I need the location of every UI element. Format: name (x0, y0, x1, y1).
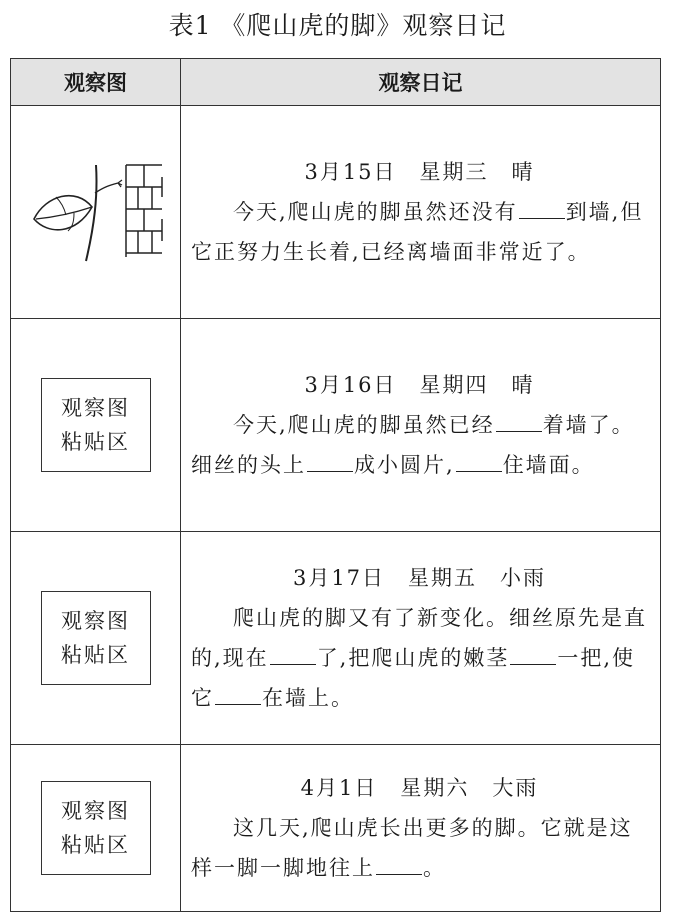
fill-blank[interactable] (456, 451, 502, 472)
ivy-wall-sketch-icon (26, 157, 166, 267)
entry-text: 这几天,爬山虎长出更多的脚。它就是这样一脚一脚地往上 。 (191, 816, 633, 880)
paste-area-box[interactable] (41, 378, 151, 472)
diary-row (11, 106, 661, 319)
paste-label-line1: 观察图 (61, 609, 130, 633)
entry-date: 3月16日 星期四 晴 (304, 373, 535, 397)
observation-image-cell (11, 106, 181, 319)
diary-entry-cell (181, 106, 661, 319)
fill-blank[interactable] (215, 684, 261, 705)
entry-date: 3月15日 星期三 晴 (304, 160, 535, 184)
paste-area-box[interactable] (41, 591, 151, 685)
observation-image-cell (11, 532, 181, 745)
observation-image-cell (11, 319, 181, 532)
diary-entry-cell (181, 532, 661, 745)
fill-blank[interactable] (376, 854, 422, 875)
diary-entry-cell (181, 319, 661, 532)
fill-blank[interactable] (270, 644, 316, 665)
paste-label-line1: 观察图 (61, 799, 130, 823)
fill-blank[interactable] (307, 451, 353, 472)
paste-area-box[interactable] (41, 781, 151, 875)
fill-blank[interactable] (496, 411, 542, 432)
fill-blank[interactable] (510, 644, 556, 665)
paste-label-line2: 粘贴区 (61, 643, 130, 667)
entry-date: 3月17日 星期五 小雨 (292, 566, 547, 590)
entry-text: 爬山虎的脚又有了新变化。细丝原先是直的,现在 了,把爬山虎的嫩茎 一把,使它 在墙上。 (191, 606, 647, 710)
paste-label-line2: 粘贴区 (61, 430, 130, 454)
diary-entry-cell (181, 745, 661, 912)
fill-blank[interactable] (519, 198, 565, 219)
diary-row (11, 745, 661, 912)
observation-image-cell (11, 745, 181, 912)
diary-row (11, 532, 661, 745)
entry-text: 今天,爬山虎的脚虽然还没有 到墙,但它正努力生长着,已经离墙面非常近了。 (191, 200, 644, 264)
observation-diary-table (10, 58, 661, 912)
paste-label-line2: 粘贴区 (61, 833, 130, 857)
table-caption: 表1 《爬山虎的脚》观察日记 (168, 11, 507, 40)
diary-row (11, 319, 661, 532)
entry-date: 4月1日 星期六 大雨 (300, 776, 539, 800)
paste-label-line1: 观察图 (61, 396, 130, 420)
header-observation-diary: 观察日记 (181, 59, 661, 106)
entry-text: 今天,爬山虎的脚虽然已经 着墙了。细丝的头上 成小圆片, 住墙面。 (191, 413, 635, 477)
header-observation-picture: 观察图 (11, 59, 181, 106)
